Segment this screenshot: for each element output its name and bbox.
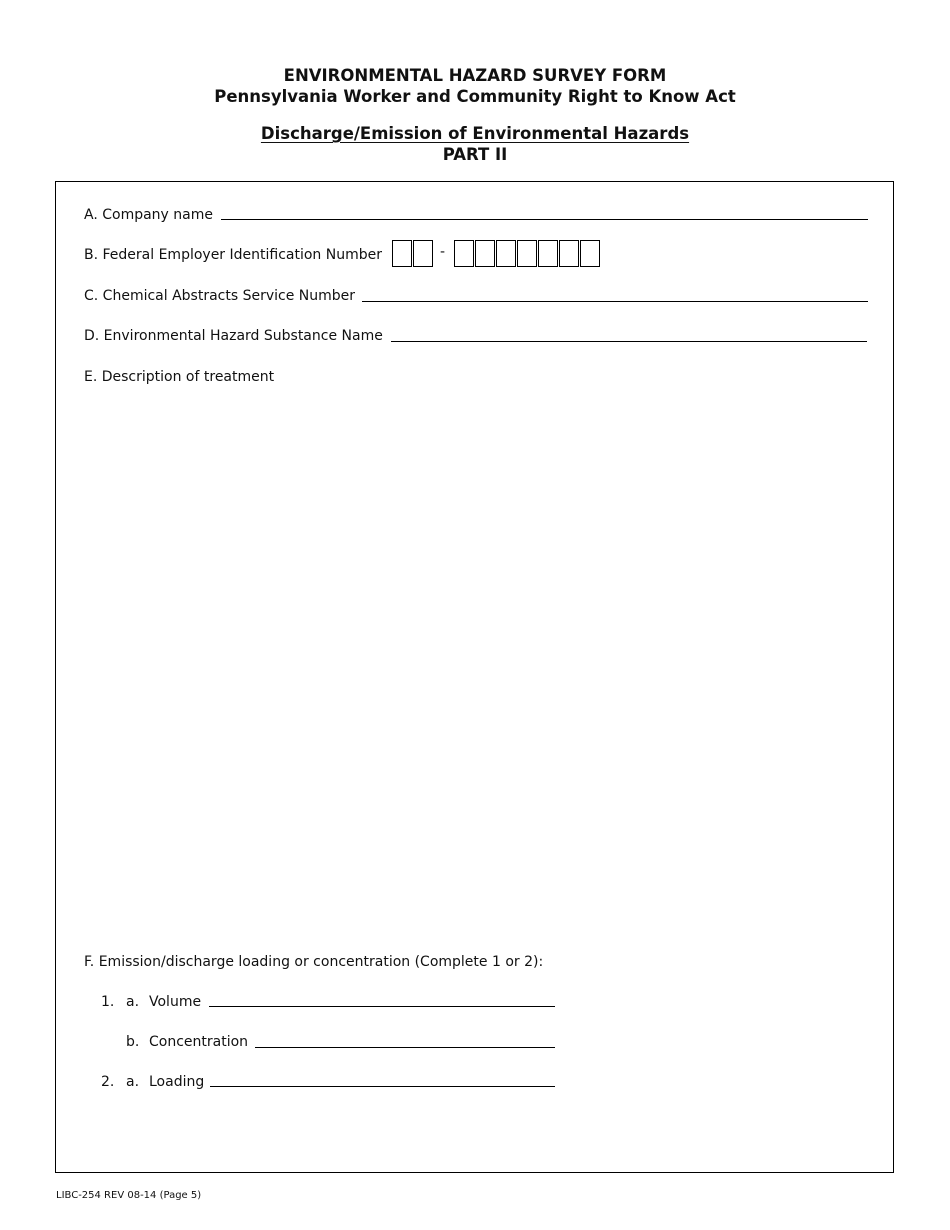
- form-subtitle: Pennsylvania Worker and Community Right to Know Act: [214, 87, 736, 106]
- volume-field[interactable]: [209, 1006, 555, 1007]
- cas-number-field[interactable]: [362, 301, 868, 302]
- item-1a-letter: a.: [126, 994, 140, 1010]
- concentration-label: Concentration: [149, 1034, 249, 1050]
- treatment-description-area[interactable]: [84, 392, 868, 932]
- fein-digit-box[interactable]: [392, 240, 412, 267]
- section-title: Discharge/Emission of Environmental Hazards: [260, 124, 690, 143]
- fein-separator: -: [440, 244, 446, 260]
- fein-digit-box[interactable]: [496, 240, 516, 267]
- fein-digit-box[interactable]: [454, 240, 474, 267]
- loading-field[interactable]: [210, 1086, 555, 1087]
- treatment-description-label: E. Description of treatment: [84, 369, 275, 385]
- company-name-label: A. Company name: [84, 207, 213, 223]
- company-name-field[interactable]: [221, 219, 868, 220]
- fein-digit-box[interactable]: [413, 240, 433, 267]
- section-f-heading: F. Emission/discharge loading or concentration (Complete 1 or 2):: [84, 954, 544, 970]
- substance-name-label: D. Environmental Hazard Substance Name: [84, 328, 383, 344]
- item-1-number: 1.: [101, 994, 115, 1010]
- form-id-footer: LIBC-254 REV 08-14 (Page 5): [56, 1190, 202, 1201]
- fein-digit-box[interactable]: [475, 240, 495, 267]
- volume-label: Volume: [149, 994, 202, 1010]
- cas-number-label: C. Chemical Abstracts Service Number: [84, 288, 356, 304]
- item-1b-letter: b.: [126, 1034, 140, 1050]
- fein-digit-box[interactable]: [517, 240, 537, 267]
- fein-digit-box[interactable]: [580, 240, 600, 267]
- item-2-number: 2.: [101, 1074, 115, 1090]
- part-label: PART II: [442, 145, 508, 164]
- fein-digit-box[interactable]: [538, 240, 558, 267]
- fein-digit-box[interactable]: [559, 240, 579, 267]
- item-2a-letter: a.: [126, 1074, 140, 1090]
- concentration-field[interactable]: [255, 1047, 555, 1048]
- fein-label: B. Federal Employer Identification Number: [84, 247, 382, 263]
- loading-label: Loading: [149, 1074, 205, 1090]
- form-title: ENVIRONMENTAL HAZARD SURVEY FORM: [283, 66, 667, 85]
- substance-name-field[interactable]: [391, 341, 867, 342]
